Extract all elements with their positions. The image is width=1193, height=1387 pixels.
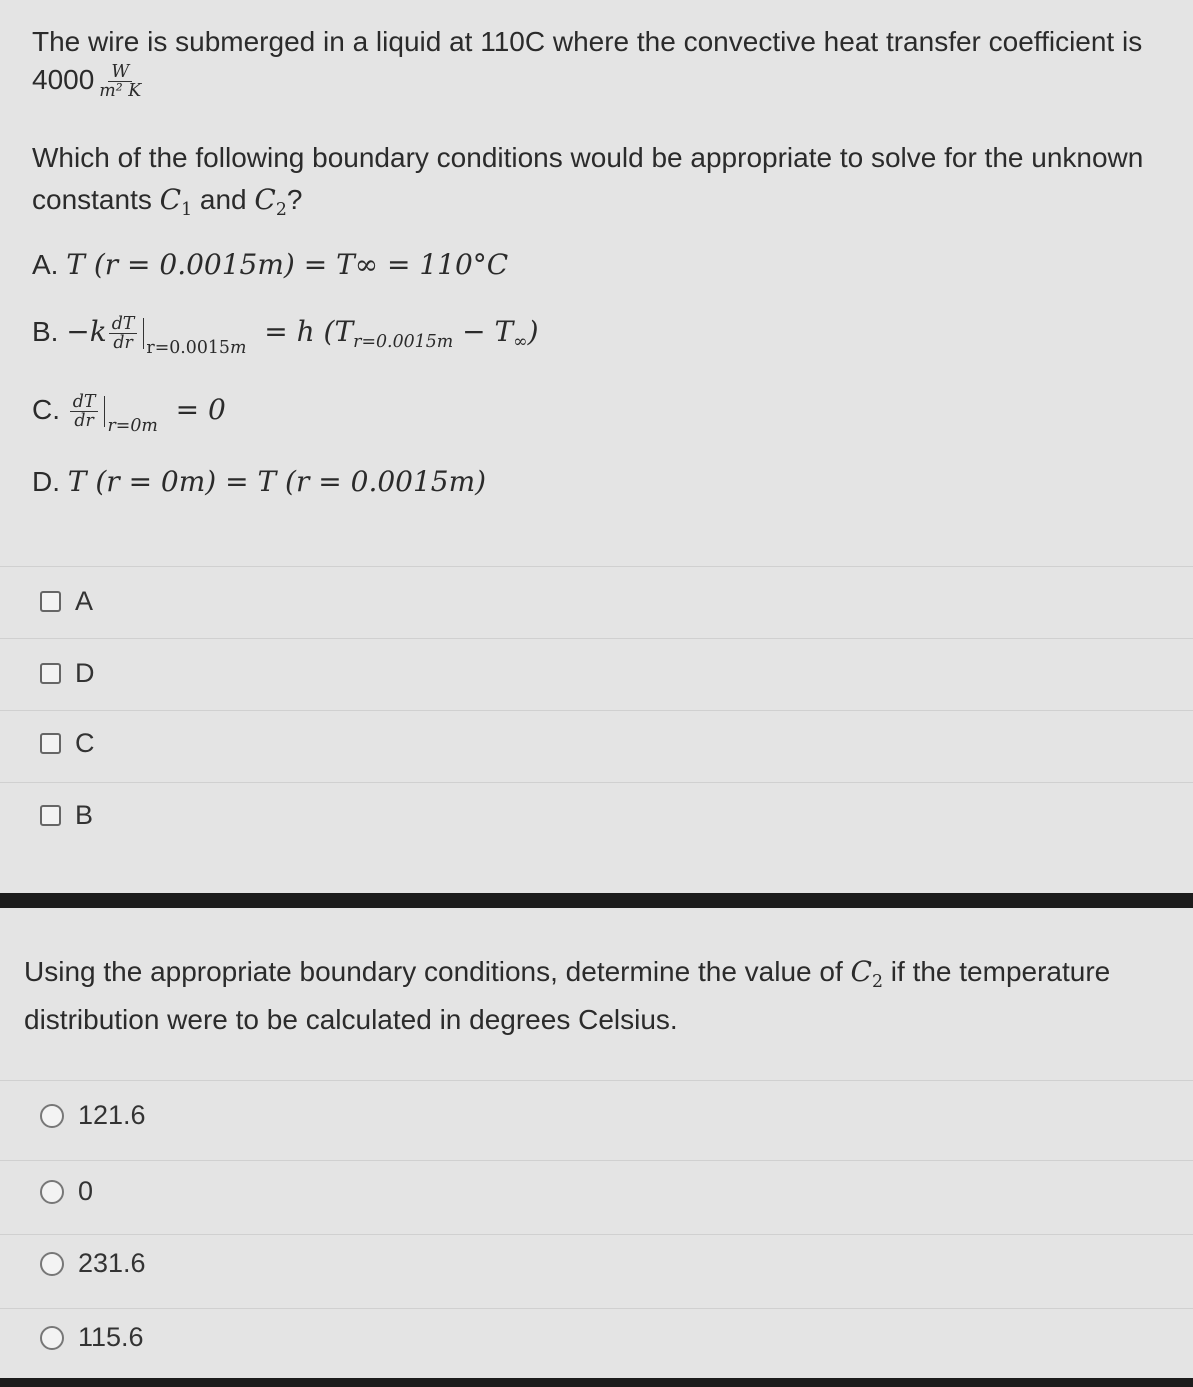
answer-option-121-6[interactable]: 121.6 [40,1100,146,1131]
answer-option-c[interactable]: C [40,728,95,759]
answer-option-231-6[interactable]: 231.6 [40,1248,146,1279]
answer-divider [0,1160,1193,1161]
answer-divider [0,1080,1193,1081]
radio-icon[interactable] [40,1252,64,1276]
checkbox-icon[interactable] [40,663,61,684]
radio-icon[interactable] [40,1180,64,1204]
answer-divider [0,1308,1193,1309]
q2-prompt-line1: Using the appropriate boundary conditions, determine the value of $C_2$ if the temperature [24,955,1111,993]
h-value: 4000 [32,64,95,95]
checkbox-icon[interactable] [40,591,61,612]
q1-prompt-line1: Which of the following boundary conditions would be appropriate to solve for the unknown [32,142,1144,173]
h-unit-fraction: $\frac{W}{\text{m² K}}$ [99,61,142,102]
answer-option-a[interactable]: A [40,586,93,617]
checkbox-icon[interactable] [40,805,61,826]
answer-option-d[interactable]: D [40,658,95,689]
answer-divider [0,710,1193,711]
answer-divider [0,566,1193,567]
radio-icon[interactable] [40,1326,64,1350]
checkbox-icon[interactable] [40,733,61,754]
answer-option-115-6[interactable]: 115.6 [40,1322,144,1353]
q1-prompt-line2: constants $C_1$ and $C_2$? [32,183,303,221]
q1-intro-line1: The wire is submerged in a liquid at 110C where the convective heat transfer coefficient is [32,26,1143,57]
q2-prompt-line2: distribution were to be calculated in degrees Celsius. [24,1004,678,1035]
answer-divider [0,782,1193,783]
answer-divider [0,1234,1193,1235]
statement-b: B. −k $\frac{dT}{dr}$ $_{r=0.0015m}$ = h $(T_{r=0.0015m} - T_\infty)$ [32,313,539,359]
answer-option-0[interactable]: 0 [40,1176,93,1207]
answer-option-b[interactable]: B [40,800,93,831]
q1-h-value-line [32,60,146,100]
statement-a: A. T (r = 0.0015m) = T∞ = 110°C [32,248,509,281]
question-2-panel [0,908,1193,1378]
radio-icon[interactable] [40,1104,64,1128]
statement-d: D. T (r = 0m) = T (r = 0.0015m) [32,465,487,498]
statement-c: C. $\frac{dT}{dr}$ $_{r=0m}$ = 0 [32,391,226,437]
answer-divider [0,638,1193,639]
